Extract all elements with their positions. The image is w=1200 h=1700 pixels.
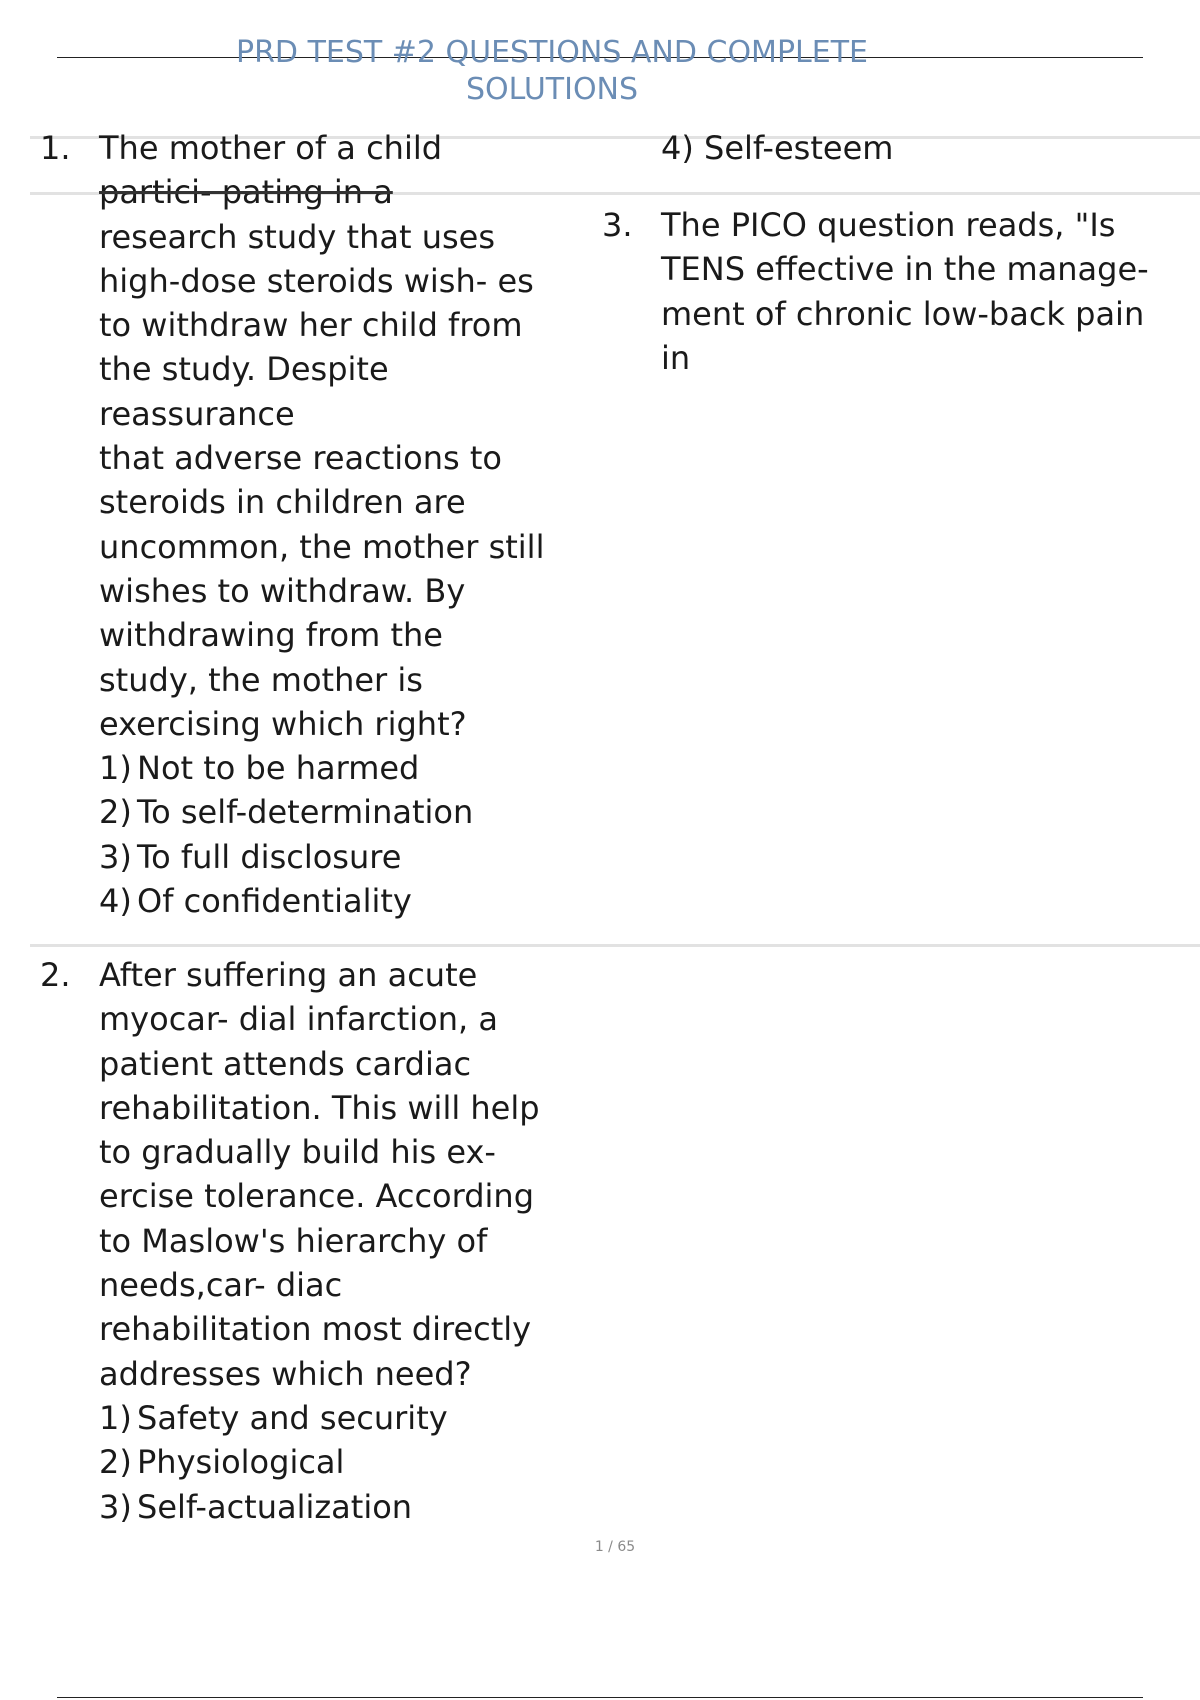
- title-line-1: PRD TEST #2 QUESTIONS AND COMPLETE: [236, 35, 868, 70]
- question-line: study, the mother is: [99, 660, 423, 699]
- question-body: [99, 126, 619, 923]
- question-body: [99, 953, 619, 1529]
- question-line: uncommon, the mother still: [99, 527, 545, 566]
- answer-option: [99, 1396, 619, 1440]
- question-line: rehabilitation most directly: [99, 1310, 532, 1349]
- question-number: 1.: [40, 129, 71, 167]
- answer-option: [99, 1440, 619, 1484]
- footer-rule: [57, 1697, 1143, 1698]
- question-line: to gradually build his ex-: [99, 1133, 496, 1172]
- answer-option: [99, 835, 619, 879]
- option-number: 1): [99, 749, 132, 788]
- question-line: the study. Despite: [99, 350, 389, 389]
- question-line: steroids in children are: [99, 483, 466, 522]
- option-text: Self-actualization: [137, 1487, 413, 1526]
- question-number: 3.: [602, 206, 633, 244]
- row-divider-2: [30, 944, 1200, 947]
- question-line: withdrawing from the: [99, 616, 443, 655]
- question-line: patient attends cardiac: [99, 1044, 472, 1083]
- option-number: 3): [99, 1487, 132, 1526]
- title-line-2: SOLUTIONS: [465, 72, 639, 107]
- question-line: TENS effective in the manage-: [661, 250, 1149, 289]
- answer-option: [99, 1485, 619, 1529]
- question-line: needs,car- diac: [99, 1266, 343, 1305]
- question-line: After suffering an acute: [99, 956, 478, 994]
- option-text: Of confidentiality: [137, 882, 412, 921]
- question-number: 2.: [40, 956, 71, 994]
- answer-option: [99, 746, 619, 790]
- page-number: 1 / 65: [594, 1539, 636, 1555]
- option-number: 2): [99, 1443, 132, 1482]
- option-text: Physiological: [137, 1443, 345, 1482]
- question-line: addresses which need?: [99, 1354, 472, 1393]
- option-text: To self-determination: [137, 793, 474, 832]
- question-line: to Maslow's hierarchy of: [99, 1221, 488, 1260]
- question-line: exercising which right?: [99, 704, 467, 743]
- question-line: high-dose steroids wish- es: [99, 261, 534, 300]
- question-body: [661, 203, 1200, 380]
- option-number: 4): [99, 882, 132, 921]
- question-line: in: [661, 338, 691, 377]
- question-line: ment of chronic low-back pain: [661, 294, 1145, 333]
- question-line: research study that uses: [99, 217, 495, 256]
- option-text: Not to be harmed: [137, 749, 420, 788]
- question-line: myocar- dial infarction, a: [99, 1000, 498, 1039]
- carryover-option-text: 4) Self-esteem: [661, 129, 894, 167]
- carryover-option: [661, 126, 893, 170]
- question-line: The mother of a child: [99, 129, 443, 167]
- question-line: rehabilitation. This will help: [99, 1088, 540, 1127]
- question-line: to withdraw her child from: [99, 306, 523, 345]
- answer-option: [99, 879, 619, 923]
- question-line: wishes to withdraw. By: [99, 571, 466, 610]
- question-line: partici- pating in a: [99, 173, 393, 212]
- answer-option: [99, 790, 619, 834]
- option-text: To full disclosure: [137, 837, 402, 876]
- question-line: ercise tolerance. According: [99, 1177, 535, 1216]
- page-title: [0, 34, 1104, 108]
- option-number: 3): [99, 837, 132, 876]
- option-text: Safety and security: [137, 1398, 448, 1437]
- question-line: The PICO question reads, "Is: [661, 206, 1116, 244]
- question-line: that adverse reactions to: [99, 439, 502, 478]
- question-line: reassurance: [99, 394, 295, 433]
- option-number: 2): [99, 793, 132, 832]
- option-number: 1): [99, 1398, 132, 1437]
